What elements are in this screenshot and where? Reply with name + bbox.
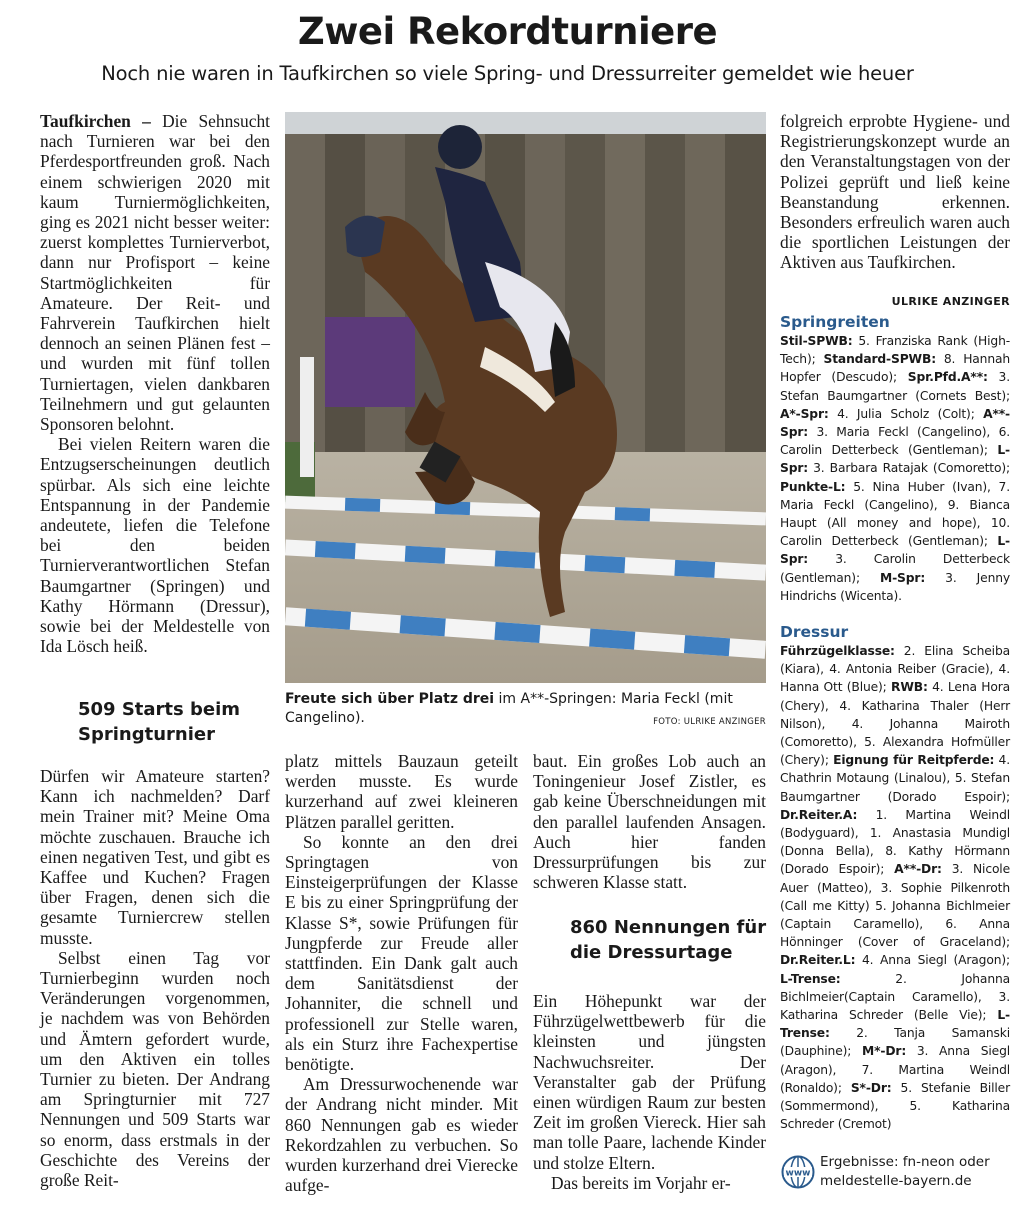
result-entries: 3. Barbara Ratajak (Comoretto); [808, 461, 1010, 476]
horse-jump-photo [285, 112, 766, 683]
result-entries: 3. Stefan Baumgartner (Cornets Best); [780, 370, 1010, 403]
article-column-3-continued [533, 991, 766, 1193]
headline: Zwei Rekordturniere [297, 10, 718, 53]
article-column-1 [40, 111, 270, 656]
result-entries: 4. Julia Scholz (Colt); [828, 406, 984, 421]
result-entries: 3. Nicole Auer (Matteo), 3. Sophie Pilkenroth (Call me Kitty) 5. Johanna Bichlmeier (Captain Caramello), 6. Anna Hönninger (Cover of Graceland); [780, 862, 1010, 950]
article-column-2 [285, 751, 518, 1195]
paragraph: folgreich erprobte Hygiene- und Registrierungskonzept wurde an den Veranstaltungstagen von der Polizei geprüft und ließ keine Beanstandung erkennen. Besonders erfreulich waren auch die sportlichen Leistungen der Aktiven aus Taufkirchen. [780, 111, 1010, 273]
result-category: A**-Dr: [894, 862, 942, 877]
result-category: Dr.Reiter.A: [780, 807, 858, 822]
www-globe-icon [781, 1155, 815, 1189]
results-springreiten [780, 332, 1010, 605]
article-column-1-continued [40, 766, 270, 1190]
paragraph: Das bereits im Vorjahr er- [551, 1172, 731, 1193]
result-category: Spr.Pfd.A**: [907, 370, 988, 385]
result-entries: 8. Hannah Hopfer (Descudo); [780, 352, 1010, 385]
result-category: L-Trense: [780, 971, 841, 986]
result-category: S*-Dr: [850, 1080, 892, 1095]
result-category: RWB: [891, 680, 928, 695]
photo-credit: FOTO: ULRIKE ANZINGER [653, 717, 766, 727]
caption-text: im A**-Springen: Maria Feckl (mit Cangelino). [285, 691, 733, 726]
result-category: Eignung für Reitpferde: [833, 753, 995, 768]
result-entries: 3. Jenny Hindrichs (Wicenta). [780, 570, 1010, 603]
result-entries: 2. Elina Scheiba (Kiara), 4. Antonia Reiber (Gracie), 4. Hanna Ott (Blue); [780, 644, 1010, 695]
result-category: L-Spr: [780, 534, 1010, 567]
paragraph: Bei vielen Reitern waren die Entzugserscheinungen deutlich spürbar. Als sich eine leichte Entspannung in der Pandemie andeutete, liefen die Telefone bei den beiden Turnierverantwortlichen Stefan Baumgartner (Springen) und Kathy Hörmann (Dressur), sowie bei der Meldestelle von Ida Lösch heiß. [40, 434, 270, 657]
result-category: L-Spr: [780, 443, 1010, 476]
result-category: A*-Spr: [780, 406, 829, 421]
result-category: Dr.Reiter.L: [780, 953, 856, 968]
paragraph: Dürfen wir Amateure starten? Kann ich nachmelden? Darf mein Trainer mit? Meine Oma möchte zuschauen. Brauche ich einen negativen Test, und gibt es Kaffee und Kuchen? Fragen über Fragen, denen sich die gesamte Turniercrew stellen musste. [40, 766, 270, 948]
paragraph: Selbst einen Tag vor Turnierbeginn wurden noch Veränderungen vorgenommen, je nachdem was von Behörden und Ämtern gefordert wurde, um den Aktiven ein tolles Turnier zu bieten. Der Andrang am Springturnier mit 727 Nennungen und 509 Starts war so enorm, dass erstmals in der Geschichte des Vereins der große Reit- [40, 947, 270, 1191]
result-entries: 3. Maria Feckl (Cangelino), 6. Carolin Detterbeck (Gentleman); [780, 425, 1010, 458]
results-link[interactable] [820, 1153, 1015, 1191]
paragraph: baut. Ein großes Lob auch an Toningenieur Josef Zistler, es gab keine Überschneidungen mit den parallel laufenden Ansagen. Auch hier fanden Dressurprüfungen bis zur schweren Klasse statt. [533, 751, 766, 893]
www-label: www [785, 1168, 811, 1179]
result-category: Stil-SPWB: [780, 334, 853, 348]
paragraph: Ein Höhepunkt war der Führzügelwettbewerb für die kleinsten und jüngsten Nachwuchsreiter. Der Veranstalter gab der Prüfung einen würdigen Raum zur besten Zeit im großen Viereck. Hier sah man tolle Paare, lachende Kinder und stolze Eltern. [533, 991, 766, 1173]
results-heading-dressur: Dressur [780, 623, 849, 641]
result-category: M*-Dr: [862, 1044, 907, 1059]
paragraph-text: Die Sehnsucht nach Turnieren war bei den Pferdesportfreunden groß. Nach einem schwierigen 2020 mit kaum Turniermöglichkeiten, ging es 2021 nicht besser weiter: zuerst komplettes Turnierverbot, dann nur Profisport – keine Startmöglichkeiten für Amateure. Der Reit- und Fahrverein Taufkirchen hielt dennoch an seinen Plänen fest – und wurden mit fünf tollen Turniertagen, vielen dankbaren Teilnehmern und gut gelaunten Sponsoren belohnt. [40, 111, 270, 435]
result-entries: 4. Chathrin Motaung (Linalou), 5. Stefan Baumgartner (Dorado Espoir); [780, 753, 1010, 804]
subheadline: Noch nie waren in Taufkirchen so viele Spring- und Dressurreiter gemeldet wie heuer [101, 62, 914, 85]
result-category: Standard-SPWB: [823, 352, 936, 367]
article-photo [285, 112, 766, 683]
paragraph [40, 111, 270, 434]
result-entries: 5. Stefanie Biller (Sommermond), 5. Katharina Schreder (Cremot) [780, 1080, 1011, 1132]
results-dressur [780, 642, 1010, 1133]
result-entries: 5. Nina Huber (Ivan), 7. Maria Feckl (Cangelino), 9. Bianca Haupt (All money and hope), 10. Carolin Detterbeck (Gentleman); [780, 479, 1010, 549]
result-entries: 2. Tanja Samanski (Dauphine); [780, 1026, 1010, 1059]
result-entries: 5. Franziska Rank (High-Tech); [780, 334, 1010, 367]
result-entries: 1. Martina Weindl (Bodyguard), 1. Anastasia Mundigl (Donna Bella), 8. Kathy Hörmann (Dorado Espoir); [780, 807, 1010, 877]
result-entries: 3. Anna Siegl (Aragon), 7. Martina Weindl (Ronaldo); [780, 1044, 1010, 1095]
caption-bold: Freute sich über Platz drei [285, 691, 495, 707]
paragraph: So konnte an den drei Springtagen von Einsteigerprüfungen der Klasse E bis zu einer Springprüfung der Klasse S*, sowie Prüfungen für Jungpferde zur Freude aller stattfinden. Ein Dank galt auch dem Sanitätsdienst der Johanniter, die schnell und professionell zur Stelle waren, als ein Sturz ihre Fachexpertise benötigte. [285, 831, 518, 1075]
result-entries: 4. Lena Hora (Chery), 4. Katharina Thaler (Herr Nilson), 4. Johanna Mairoth (Comoretto), 5. Alexandra Hofmüller (Chery); [780, 680, 1010, 768]
results-link-line2: meldestelle-bayern.de [820, 1173, 972, 1189]
article-column-3 [533, 751, 766, 892]
result-category: M-Spr: [880, 570, 926, 585]
article-column-4 [780, 111, 1010, 273]
author-byline: ULRIKE ANZINGER [891, 295, 1010, 308]
result-category: A**-Spr: [780, 406, 1010, 440]
results-heading-springreiten: Springreiten [780, 313, 890, 331]
result-entries: 4. Anna Siegl (Aragon); [855, 953, 1010, 968]
paragraph: Am Dressurwochenende war der Andrang nicht minder. Mit 860 Nennungen gab es wieder Rekordzahlen zu verbuchen. So wurden kurzerhand drei Vierecke aufge- [285, 1074, 518, 1196]
result-entries: 2. Johanna Bichlmeier(Captain Caramello), 3. Katharina Schreder (Belle Vie); [780, 971, 1010, 1023]
result-category: L-Trense: [780, 1008, 1010, 1041]
result-entries: 3. Carolin Detterbeck (Gentleman); [780, 552, 1010, 585]
results-link-line1: Ergebnisse: fn-neon oder [820, 1154, 990, 1170]
result-category: Führzügelklasse: [780, 644, 895, 658]
subheading-dressurtage: 860 Nennungen für die Dressurtage [570, 917, 767, 963]
result-category: Punkte-L: [780, 479, 846, 494]
subheading-springturnier: 509 Starts beim Springturnier [78, 699, 241, 745]
paragraph: platz mittels Bauzaun geteilt werden musste. Es wurde kurzerhand auf zwei kleineren Plätzen parallel geritten. [285, 751, 518, 832]
dateline: Taufkirchen – [40, 111, 151, 131]
